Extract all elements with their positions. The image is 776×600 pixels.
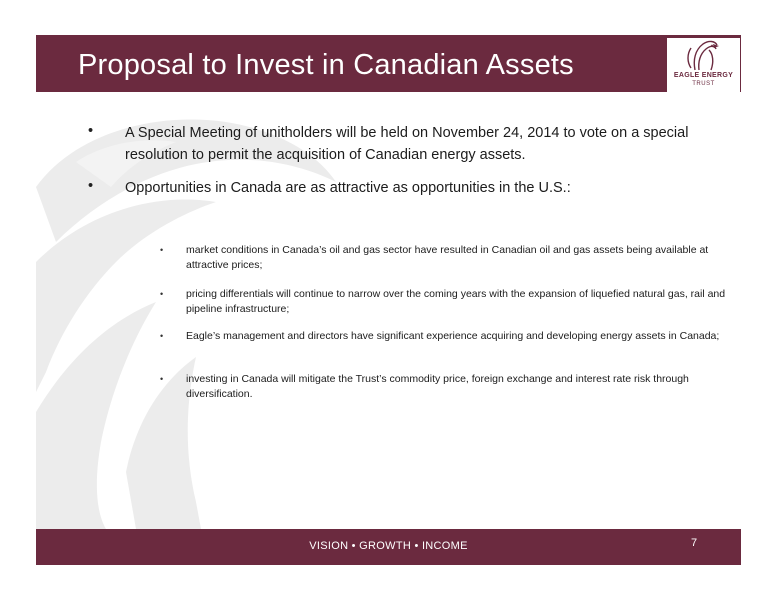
bullet-text: Opportunities in Canada are as attractive as opportunities in the U.S.: [125,180,571,196]
bullet-text: A Special Meeting of unitholders will be held on November 24, 2014 to vote on a special resolution to permit the acquisition of Canadian energy assets. [125,125,689,163]
slide-title: Proposal to Invest in Canadian Assets [78,49,574,81]
logo-text: EAGLE ENERGY [673,72,734,79]
sub-bullet-text: pricing differentials will continue to narrow over the coming years with the expansion of liquefied natural gas, rail and pipeline infrastructure; [186,288,726,315]
logo-subtext: TRUST [692,81,715,87]
sub-bullet-text: Eagle’s management and directors have significant experience acquiring and developing energy assets in Canada; [186,330,720,342]
sub-bullet-icon: • [160,245,164,255]
footer-tagline: VISION • GROWTH • INCOME [309,540,468,552]
sub-bullet-text: market conditions in Canada’s oil and gas sector have resulted in Canadian oil and gas assets being available at attractive prices; [186,244,709,271]
sub-bullet-icon: • [160,331,164,341]
sub-bullet-icon: • [160,374,164,384]
slide [36,35,741,565]
sub-bullet-text: investing in Canada will mitigate the Trust’s commodity price, foreign exchange and interest rate risk through diversification. [186,373,689,400]
page-number: 7 [691,537,698,549]
header-bar [36,35,741,92]
company-logo [667,38,740,92]
footer-bar [36,529,741,565]
bullet-icon: • [88,178,94,194]
sub-bullet-icon: • [160,289,164,299]
eagle-logo-icon [667,38,740,74]
bullet-icon: • [88,123,94,139]
